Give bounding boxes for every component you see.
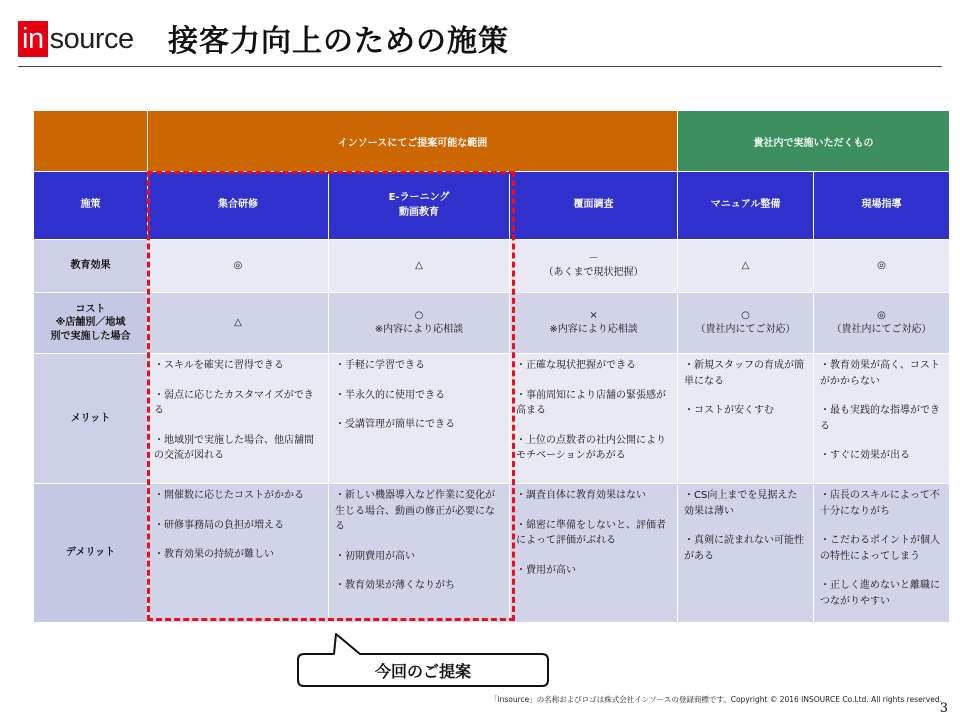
cell-line: 動画教育 — [399, 206, 439, 218]
row-demerit — [34, 484, 950, 623]
page-title: 接客力向上のための施策 — [168, 24, 509, 59]
cell-line: △ — [415, 259, 423, 271]
bullet-item: ・教育効果が薄くなりがち — [335, 580, 455, 591]
header-divider — [18, 66, 942, 67]
bullet-item: ・事前周知により店舗の緊張感が高まる — [516, 389, 666, 416]
cell-demerit-elearning — [329, 484, 510, 623]
cell-line: △ — [741, 259, 750, 271]
proposal-callout — [298, 654, 548, 686]
bullet-item: ・上位の点数者の社内公開によりモチベーションがあがる — [516, 434, 666, 461]
cell-line: ◎ — [233, 259, 243, 271]
bullet-item: ・地域別で実施した場合、他店舗間の交流が図れる — [154, 434, 314, 461]
bullet-item: ・新しい機器導入など作業に変化が生じる場合、動画の修正が必要になる — [335, 490, 495, 532]
cell-line: ○ — [741, 309, 750, 321]
cell-edu-manual — [678, 240, 814, 293]
cell-merit-elearning — [329, 354, 510, 484]
cell-cost-mystery — [510, 293, 678, 354]
row-label-cost — [34, 293, 148, 354]
row-cost — [34, 293, 950, 354]
logo-wordmark: source — [49, 22, 134, 55]
bullet-item: ・新規スタッフの育成が簡単になる — [684, 360, 805, 387]
cell-line: 覆面調査 — [573, 199, 614, 211]
row-education-effect — [34, 240, 950, 293]
bullet-item: ・研修事務局の負担が増える — [154, 519, 284, 531]
cell-line: 集合研修 — [218, 199, 258, 211]
corner-cell — [34, 111, 148, 172]
group-insource: インソースにてご提案可能な範囲 — [148, 111, 678, 172]
row-label-demerit: デメリット — [34, 484, 148, 623]
cell-merit-manual — [678, 354, 814, 484]
insource-logo — [18, 21, 134, 57]
cell-demerit-onsite — [814, 484, 950, 623]
bullet-item: ・正確な現状把握ができる — [516, 360, 636, 371]
bullet-item: ・費用が高い — [516, 564, 576, 576]
logo-in-mark: in — [18, 21, 48, 57]
cell-edu-elearning — [329, 240, 510, 293]
cell-line: × — [589, 309, 598, 321]
cell-demerit-training — [148, 484, 329, 623]
cell-line: ◎ — [877, 309, 886, 321]
cell-demerit-mystery — [510, 484, 678, 623]
footer-copyright: 「insource」の名称およびロゴは株式会社インソースの登録商標です。Copyright © 2016 INSOURCE Co.Ltd. All rights reserved. — [490, 695, 942, 704]
cell-line: ※内容により応相談 — [374, 324, 464, 335]
row-label-merit: メリット — [34, 354, 148, 484]
cell-demerit-manual — [678, 484, 814, 623]
bullet-item: ・教育効果の持続が難しい — [154, 549, 274, 560]
cell-cost-onsite — [814, 293, 950, 354]
bullet-item: ・最も実践的な指導ができる — [820, 405, 941, 432]
cell-line: マニュアル整備 — [710, 199, 781, 211]
bullet-item: ・調査自体に教育効果はない — [516, 490, 646, 501]
cell-line: ※内容により応相談 — [549, 324, 638, 335]
column-header-row — [34, 172, 950, 240]
bullet-item: ・コストが安くすむ — [684, 405, 775, 416]
cell-merit-mystery — [510, 354, 678, 484]
col-label-header: 施策 — [34, 172, 148, 240]
col-header-mystery — [510, 172, 678, 240]
cell-line: 別で実施した場合 — [50, 330, 131, 342]
bullet-item: ・店長のスキルによって不十分になりがち — [820, 490, 940, 517]
row-merit — [34, 354, 950, 484]
cell-line: （貴社内にてご対応） — [695, 324, 796, 335]
cell-edu-mystery — [510, 240, 678, 293]
cell-cost-elearning — [329, 293, 510, 354]
bullet-item: ・弱点に応じたカスタマイズができる — [154, 389, 314, 416]
cell-cost-training — [148, 293, 329, 354]
page-number: 3 — [939, 701, 948, 716]
cell-line: （あくまで現状把握） — [543, 267, 644, 278]
bullet-item: ・こだわるポイントが個人の特性によってしまう — [820, 535, 941, 562]
bullet-item: ・初期費用が高い — [335, 550, 415, 562]
cell-line: コスト — [75, 303, 106, 315]
group-client: 貴社内で実施いただくもの — [678, 111, 950, 172]
cell-line: E-ラーニング — [388, 192, 450, 203]
cell-cost-manual — [678, 293, 814, 354]
bullet-item: ・開催数に応じたコストがかかる — [154, 490, 304, 501]
cell-edu-onsite — [814, 240, 950, 293]
bullet-item: ・手軽に学習できる — [335, 360, 425, 371]
comparison-table — [33, 110, 950, 623]
cell-line: ◎ — [877, 259, 886, 271]
col-header-manual — [678, 172, 814, 240]
col-header-elearning — [329, 172, 510, 240]
cell-line: ○ — [414, 309, 424, 321]
callout-text: 今回のご提案 — [374, 661, 471, 681]
bullet-item: ・スキルを確実に習得できる — [154, 360, 284, 371]
cell-merit-onsite — [814, 354, 950, 484]
cell-line: （貴社内にてご対応） — [831, 324, 932, 335]
bullet-item: ・真剣に読まれない可能性がある — [684, 535, 805, 562]
cell-edu-training — [148, 240, 329, 293]
bullet-item: ・半永久的に使用できる — [335, 389, 445, 401]
bullet-item: ・すぐに効果が出る — [820, 450, 911, 461]
bullet-item: ・教育効果が高く、コストがかからない — [820, 360, 940, 387]
bullet-item: ・綿密に準備をしないと、評価者によって評価がぶれる — [516, 519, 666, 546]
group-header-row — [34, 111, 950, 172]
cell-line: ※店舗別／地域 — [55, 317, 126, 329]
bullet-item: ・正しく進めないと離職につながりやすい — [820, 580, 941, 607]
cell-line: △ — [234, 316, 242, 328]
col-header-training — [148, 172, 329, 240]
cell-line: 現場指導 — [861, 199, 902, 211]
cell-line: － — [588, 252, 599, 264]
row-label-education: 教育効果 — [34, 240, 148, 293]
bullet-item: ・CS向上までを見据えた効果は薄い — [684, 490, 798, 517]
cell-merit-training — [148, 354, 329, 484]
bullet-item: ・受講管理が簡単にできる — [335, 419, 455, 430]
col-header-onsite — [814, 172, 950, 240]
